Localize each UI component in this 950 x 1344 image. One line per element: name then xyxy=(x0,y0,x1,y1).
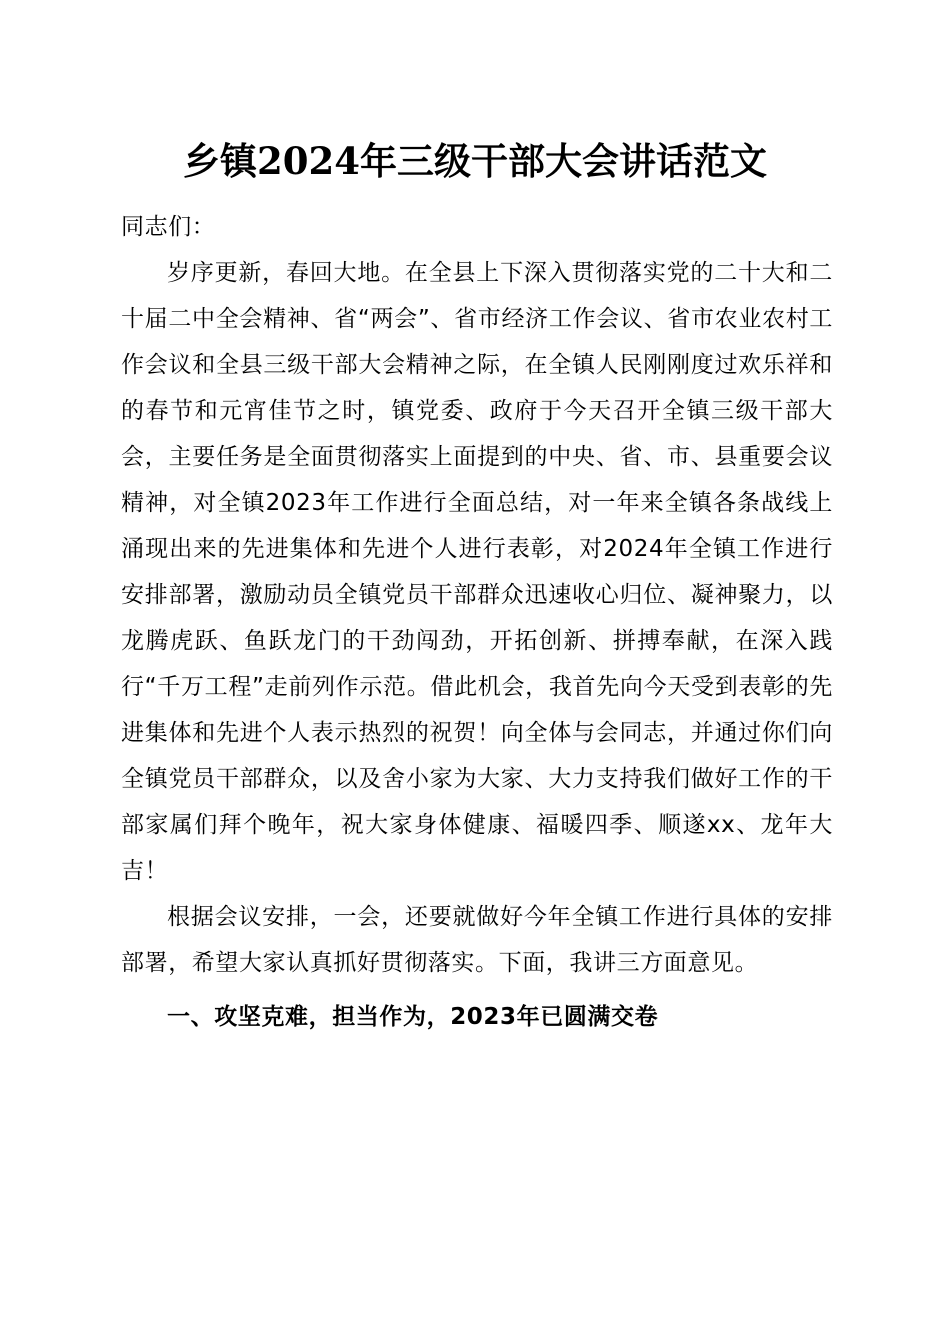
salutation: 同志们： xyxy=(121,214,216,240)
paragraph-arrangement: 根据会议安排，一会，还要就做好今年全镇工作进行具体的安排部署，希望大家认真抓好贯彻落实。下面，我讲三方面意见。 xyxy=(121,904,833,976)
section-heading: 一、攻坚克难，担当作为，2023年已圆满交卷 xyxy=(167,1004,659,1030)
document-body xyxy=(121,204,833,1040)
paragraph-opening: 岁序更新，春回大地。在全县上下深入贯彻落实党的二十大和二十届二中全会精神、省“两会”、省市经济工作会议、省市农业农村工作会议和全县三级干部大会精神之际，在全镇人民刚刚度过欢乐祥和的春节和元宵佳节之时，镇党委、政府于今天召开全镇三级干部大会，主要任务是全面贯彻落实上面提到的中央、省、市、县重要会议精神，对全镇2023年工作进行全面总结，对一年来全镇各条战线上涌现出来的先进集体和先进个人进行表彰，对2024年全镇工作进行安排部署，激励动员全镇党员干部群众迅速收心归位、凝神聚力，以龙腾虎跃、鱼跃龙门的干劲闯劲，开拓创新、拼搏奉献，在深入践行“千万工程”走前列作示范。借此机会，我首先向今天受到表彰的先进集体和先进个人表示热烈的祝贺！向全体与会同志，并通过你们向全镇党员干部群众，以及舍小家为大家、大力支持我们做好工作的干部家属们拜个晚年，祝大家身体健康、福暖四季、顺遂xx、龙年大吉！ xyxy=(121,260,833,884)
document-title: 乡镇2024年三级干部大会讲话范文 xyxy=(183,139,767,183)
